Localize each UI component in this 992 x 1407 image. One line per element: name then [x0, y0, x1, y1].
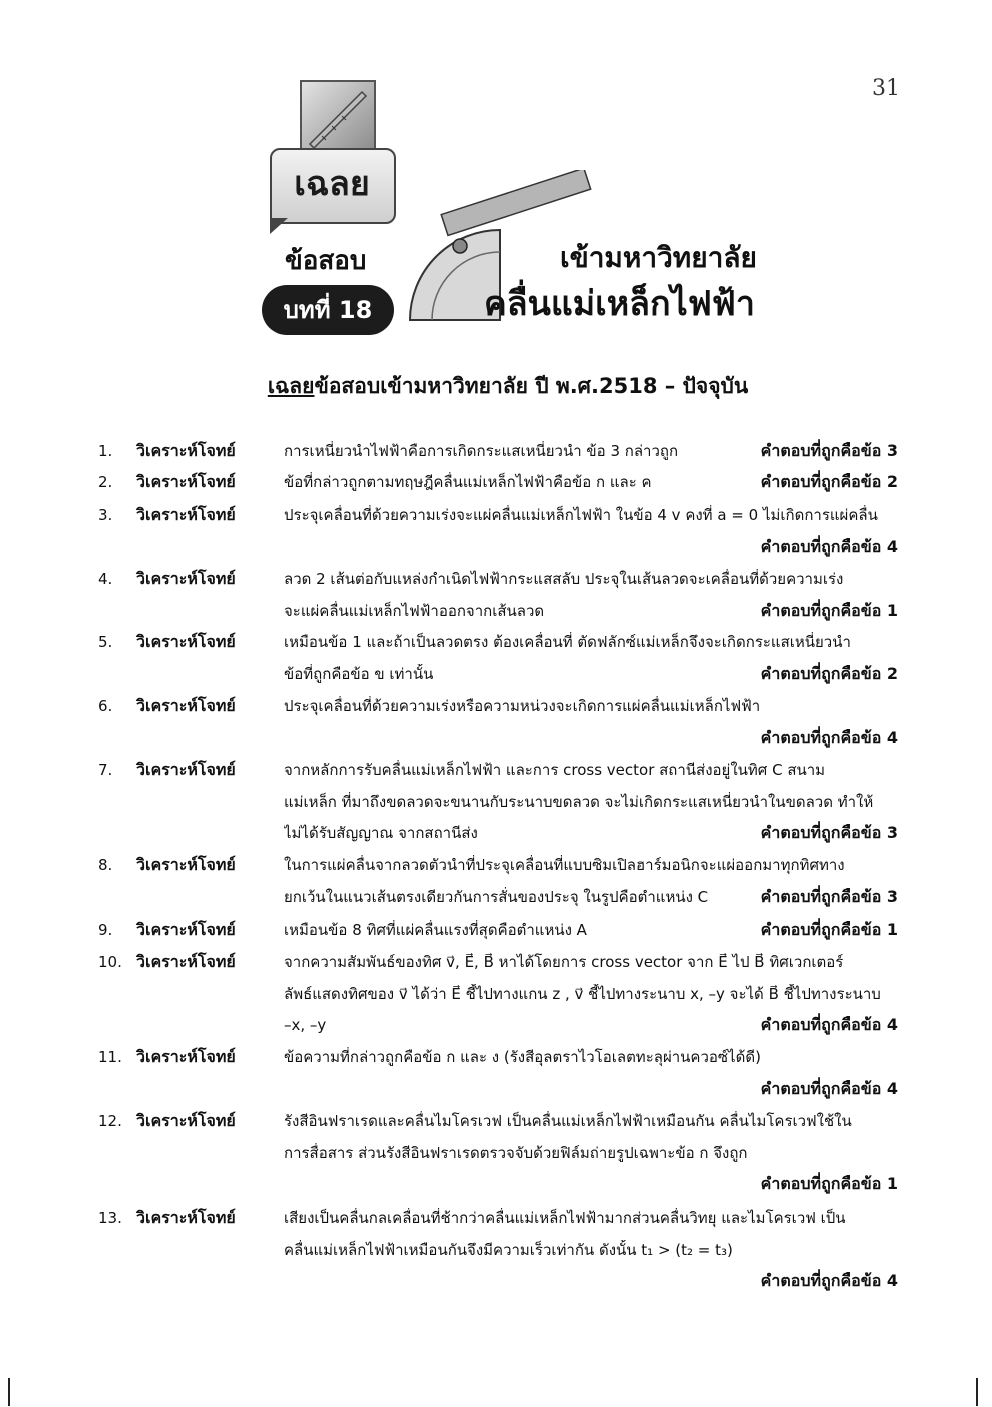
- item-number: 12.: [98, 1112, 122, 1130]
- item-number: 5.: [98, 633, 113, 651]
- item-number: 9.: [98, 921, 113, 939]
- answer-key: คำตอบที่ถูกคือข้อ 4: [760, 1271, 898, 1290]
- answer-key: คำตอบที่ถูกคือข้อ 4: [760, 1078, 898, 1098]
- title-prefix: เฉลย: [267, 374, 315, 398]
- item-text-line: การเหนี่ยวนำไฟฟ้าคือการเกิดกระแสเหนี่ยวนำ ข้อ 3 กล่าวถูก: [284, 442, 679, 460]
- item-number: 3.: [98, 506, 113, 524]
- item-text-line: เหมือนข้อ 8 ทิศที่แผ่คลื่นแรงที่สุดคือตำแหน่ง A: [284, 921, 587, 939]
- analysis-label: วิเคราะห์โจทย์: [136, 1047, 236, 1066]
- analysis-label: วิเคราะห์โจทย์: [136, 952, 236, 971]
- analysis-label: วิเคราะห์โจทย์: [136, 632, 236, 651]
- analysis-label: วิเคราะห์โจทย์: [136, 472, 236, 491]
- item-text-line: จากความสัมพันธ์ของทิศ v⃗, E⃗, B⃗ หาได้โดยการ cross vector จาก E⃗ ไป B⃗ ทิศเวกเตอร์: [284, 953, 844, 971]
- title-rest: ข้อสอบเข้ามหาวิทยาลัย ปี พ.ศ.2518 – ปัจจุบัน: [314, 374, 749, 398]
- answer-key: คำตอบที่ถูกคือข้อ 1: [760, 1174, 898, 1193]
- analysis-label: วิเคราะห์โจทย์: [136, 696, 236, 715]
- item-text-line: ลวด 2 เส้นต่อกับแหล่งกำเนิดไฟฟ้ากระแสสลับ ประจุในเส้นลวดจะเคลื่อนที่ด้วยความเร่ง: [284, 570, 844, 588]
- item-number: 11.: [98, 1048, 122, 1066]
- answer-key: คำตอบที่ถูกคือข้อ 4: [760, 536, 898, 556]
- triangle-ruler-icon: [300, 80, 376, 156]
- item-text-line: จากหลักการรับคลื่นแม่เหล็กไฟฟ้า และการ cross vector สถานีส่งอยู่ในทิศ C สนาม: [284, 761, 826, 779]
- analysis-label: วิเคราะห์โจทย์: [136, 855, 236, 874]
- item-number: 1.: [98, 442, 113, 460]
- analysis-label: วิเคราะห์โจทย์: [136, 920, 236, 939]
- exam-label: ข้อสอบ: [285, 246, 367, 276]
- answer-key: คำตอบที่ถูกคือข้อ 3: [760, 441, 898, 460]
- analysis-label: วิเคราะห์โจทย์: [136, 441, 236, 460]
- topic-title: คลื่นแม่เหล็กไฟฟ้า: [484, 284, 755, 324]
- item-text-line: แม่เหล็ก ที่มาถึงขดลวดจะขนานกับระนาบขดลวด จะไม่เกิดกระแสเหนี่ยวนำในขดลวด ทำให้: [284, 792, 874, 811]
- item-text-line: เสียงเป็นคลื่นกลเคลื่อนที่ช้ากว่าคลื่นแม่เหล็กไฟฟ้ามากส่วนคลื่นวิทยุ และไมโครเวฟ เป็น: [284, 1209, 846, 1227]
- item-number: 4.: [98, 570, 113, 588]
- item-number: 7.: [98, 761, 113, 779]
- item-text-line: –x, –y: [284, 1016, 327, 1034]
- item-text-line: ยกเว้นในแนวเส้นตรงเดียวกันการสั่นของประจุ ในรูปคือตำแหน่ง C: [284, 887, 709, 906]
- university-label: เข้ามหาวิทยาลัย: [560, 241, 757, 274]
- item-text-line: การสื่อสาร ส่วนรังสีอินฟราเรดตรวจจับด้วยฟิล์มถ่ายรูปเฉพาะข้อ ก จึงถูก: [284, 1143, 748, 1162]
- answer-key: คำตอบที่ถูกคือข้อ 3: [760, 886, 898, 906]
- item-text-line: จะแผ่คลื่นแม่เหล็กไฟฟ้าออกจากเส้นลวด: [284, 601, 545, 620]
- chapter-badge: บทที่ 18: [262, 285, 394, 335]
- item-text-line: ในการแผ่คลื่นจากลวดตัวนำที่ประจุเคลื่อนที่แบบซิมเปิลฮาร์มอนิกจะแผ่ออกมาทุกทิศทาง: [284, 856, 845, 874]
- item-number: 2.: [98, 473, 113, 491]
- item-text-line: ประจุเคลื่อนที่ด้วยความเร่งหรือความหน่วงจะเกิดการแผ่คลื่นแม่เหล็กไฟฟ้า: [284, 697, 761, 715]
- analysis-label: วิเคราะห์โจทย์: [136, 569, 236, 588]
- analysis-label: วิเคราะห์โจทย์: [136, 1208, 236, 1227]
- item-text-line: ลัพธ์แสดงทิศของ v⃗ ได้ว่า E⃗ ชี้ไปทางแกน z , v⃗ ชี้ไปทางระนาบ x, –y จะได้ B⃗ ชี้ไปทางระนาบ: [284, 984, 881, 1003]
- answer-key: คำตอบที่ถูกคือข้อ 2: [760, 663, 898, 683]
- item-number: 8.: [98, 856, 113, 874]
- answer-key: คำตอบที่ถูกคือข้อ 3: [760, 823, 898, 842]
- answer-badge-label: เฉลย: [294, 164, 370, 204]
- item-text-line: ข้อความที่กล่าวถูกคือข้อ ก และ ง (รังสีอุลตราไวโอเลตทะลุผ่านควอซ์ได้ดี): [284, 1048, 761, 1066]
- item-number: 13.: [98, 1209, 122, 1227]
- item-text-line: ประจุเคลื่อนที่ด้วยความเร่งจะแผ่คลื่นแม่เหล็กไฟฟ้า ในข้อ 4 v คงที่ a = 0 ไม่เกิดการแผ่คลื่น: [284, 506, 878, 524]
- item-text-line: คลื่นแม่เหล็กไฟฟ้าเหมือนกันจึงมีความเร็วเท่ากัน ดังนั้น t₁ > (t₂ = t₃): [284, 1240, 733, 1259]
- item-text-line: เหมือนข้อ 1 และถ้าเป็นลวดตรง ต้องเคลื่อนที่ ตัดฟลักซ์แม่เหล็กจึงจะเกิดกระแสเหนี่ยวนำ: [284, 633, 851, 651]
- item-text-line: ไม่ได้รับสัญญาณ จากสถานีส่ง: [284, 824, 478, 842]
- right-edge-mark: [976, 1378, 978, 1406]
- item-text-line: ข้อที่กล่าวถูกตามทฤษฎีคลื่นแม่เหล็กไฟฟ้าคือข้อ ก และ ค: [284, 473, 652, 491]
- answer-badge-tail: [270, 218, 288, 234]
- answer-key: คำตอบที่ถูกคือข้อ 1: [760, 920, 898, 939]
- item-number: 6.: [98, 697, 113, 715]
- answer-key: คำตอบที่ถูกคือข้อ 4: [760, 727, 898, 747]
- item-text-line: รังสีอินฟราเรดและคลื่นไมโครเวฟ เป็นคลื่นแม่เหล็กไฟฟ้าเหมือนกัน คลื่นไมโครเวฟใช้ใน: [284, 1112, 852, 1130]
- analysis-label: วิเคราะห์โจทย์: [136, 760, 236, 779]
- analysis-label: วิเคราะห์โจทย์: [136, 505, 236, 524]
- item-text-line: ข้อที่ถูกคือข้อ ข เท่านั้น: [284, 664, 434, 683]
- answer-key: คำตอบที่ถูกคือข้อ 4: [760, 1015, 898, 1034]
- page-number: 31: [872, 76, 900, 101]
- answer-key: คำตอบที่ถูกคือข้อ 2: [760, 472, 898, 491]
- analysis-label: วิเคราะห์โจทย์: [136, 1111, 236, 1130]
- left-edge-mark: [8, 1378, 10, 1406]
- page-title: [228, 370, 788, 403]
- item-number: 10.: [98, 953, 122, 971]
- answer-key: คำตอบที่ถูกคือข้อ 1: [760, 600, 898, 620]
